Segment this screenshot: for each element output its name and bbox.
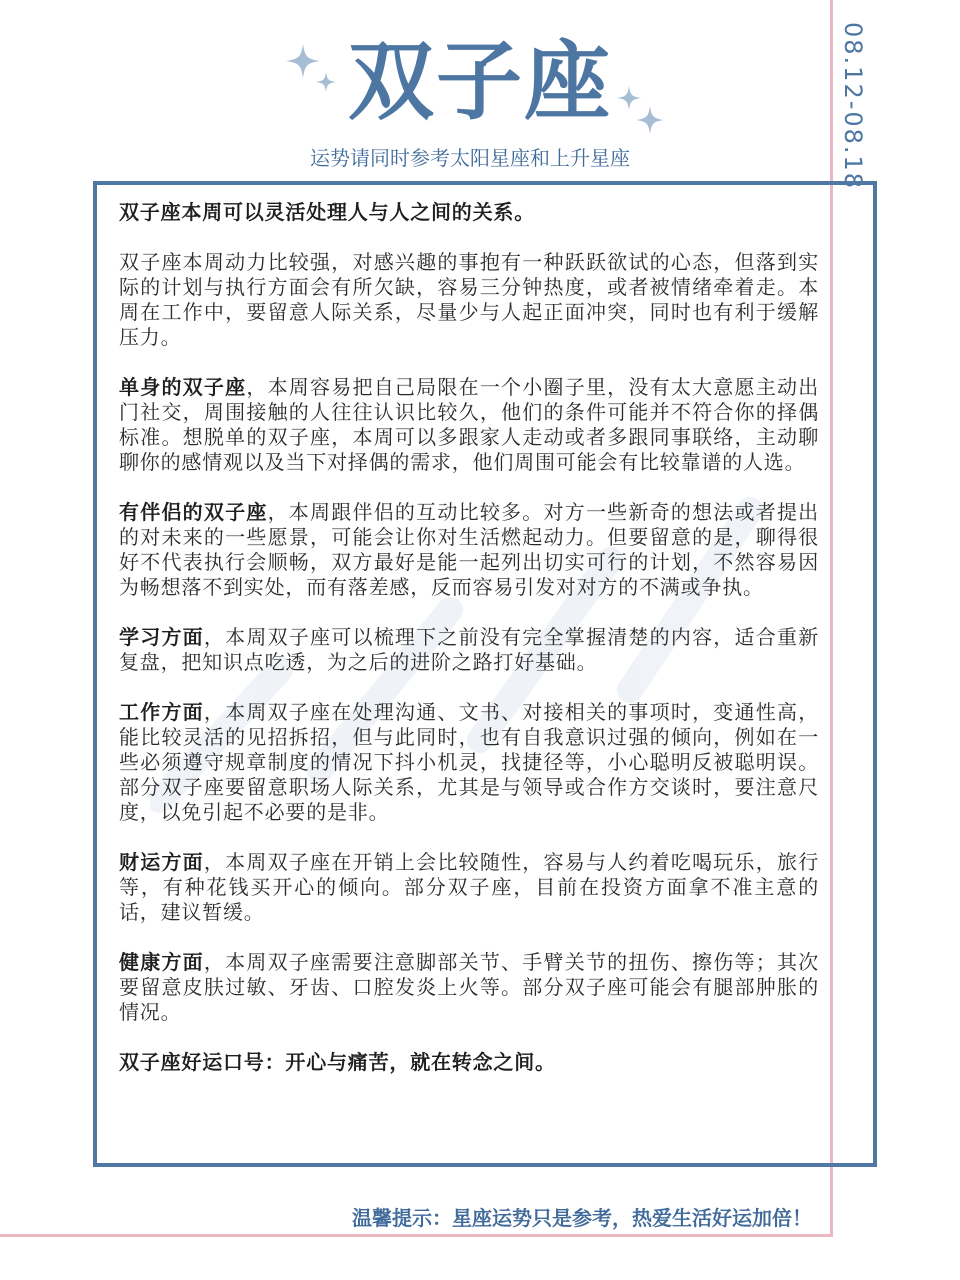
slogan: 双子座好运口号：开心与痛苦，就在转念之间。 xyxy=(119,1050,556,1074)
footer-tip: 温馨提示：星座运势只是参考，热爱生活好运加倍！ xyxy=(352,1206,812,1230)
section-text: ，本周双子座需要注意脚部关节、手臂关节的扭伤、擦伤等；其次要留意皮肤过敏、牙齿、口腔发炎上火等。部分双子座可能会有腿部肿胀的情况。 xyxy=(119,950,819,1024)
intro-paragraph: 双子座本周动力比较强，对感兴趣的事抱有一种跃跃欲试的心态，但落到实际的计划与执行方面会有所欠缺，容易三分钟热度，或者被情绪牵着走。本周在工作中，要留意人际关系，尽量少与人起正面冲突，同时也有利于缓解压力。 xyxy=(119,250,819,349)
section-text: ，本周跟伴侣的互动比较多。对方一些新奇的想法或者提出的对未来的一些愿景，可能会让你对生活燃起动力。但要留意的是，聊得很好不代表执行会顺畅，双方最好是能一起列出切实可行的计划，不然容易因为畅想落不到实处，而有落差感，反而容易引发对对方的不满或争执。 xyxy=(119,500,819,599)
section-partnered xyxy=(119,500,819,600)
section-label: 单身的双子座 xyxy=(119,375,247,399)
page-subtitle: 运势请同时参考太阳星座和上升星座 xyxy=(310,146,630,170)
article-body xyxy=(119,200,819,1100)
pink-horizontal-line xyxy=(0,1234,833,1237)
section-label: 财运方面 xyxy=(119,850,204,874)
section-text: ，本周容易把自己局限在一个小圈子里，没有太大意愿主动出门社交，周围接触的人往往认识比较久，他们的条件可能并不符合你的择偶标准。想脱单的双子座，本周可以多跟家人走动或者多跟同事联络，主动聊聊你的感情观以及当下对择偶的需求，他们周围可能会有比较靠谱的人选。 xyxy=(119,375,819,474)
section-label: 学习方面 xyxy=(119,625,204,649)
section-label: 有伴侣的双子座 xyxy=(119,500,268,524)
section-work xyxy=(119,700,819,825)
page-title: 双子座 xyxy=(348,32,612,132)
section-study xyxy=(119,625,819,675)
section-wealth xyxy=(119,850,819,925)
section-label: 健康方面 xyxy=(119,950,204,974)
section-text: ，本周双子座在处理沟通、文书、对接相关的事项时，变通性高，能比较灵活的见招拆招，但与此同时，也有自我意识过强的倾向，例如在一些必须遵守规章制度的情况下抖小机灵，找捷径等，小心聪明反被聪明误。部分双子座要留意职场人际关系，尤其是与领导或合作方交谈时，要注意尺度，以免引起不必要的是非。 xyxy=(119,700,819,824)
headline: 双子座本周可以灵活处理人与人之间的关系。 xyxy=(119,200,535,224)
section-text: ，本周双子座可以梳理下之前没有完全掌握清楚的内容，适合重新复盘，把知识点吃透，为之后的进阶之路打好基础。 xyxy=(119,625,819,674)
date-range: 08.12-08.18 xyxy=(839,22,867,191)
section-health xyxy=(119,950,819,1025)
section-label: 工作方面 xyxy=(119,700,204,724)
section-single xyxy=(119,375,819,475)
section-text: ，本周双子座在开销上会比较随性，容易与人约着吃喝玩乐，旅行等，有种花钱买开心的倾向。部分双子座，目前在投资方面拿不准主意的话，建议暂缓。 xyxy=(119,850,819,924)
